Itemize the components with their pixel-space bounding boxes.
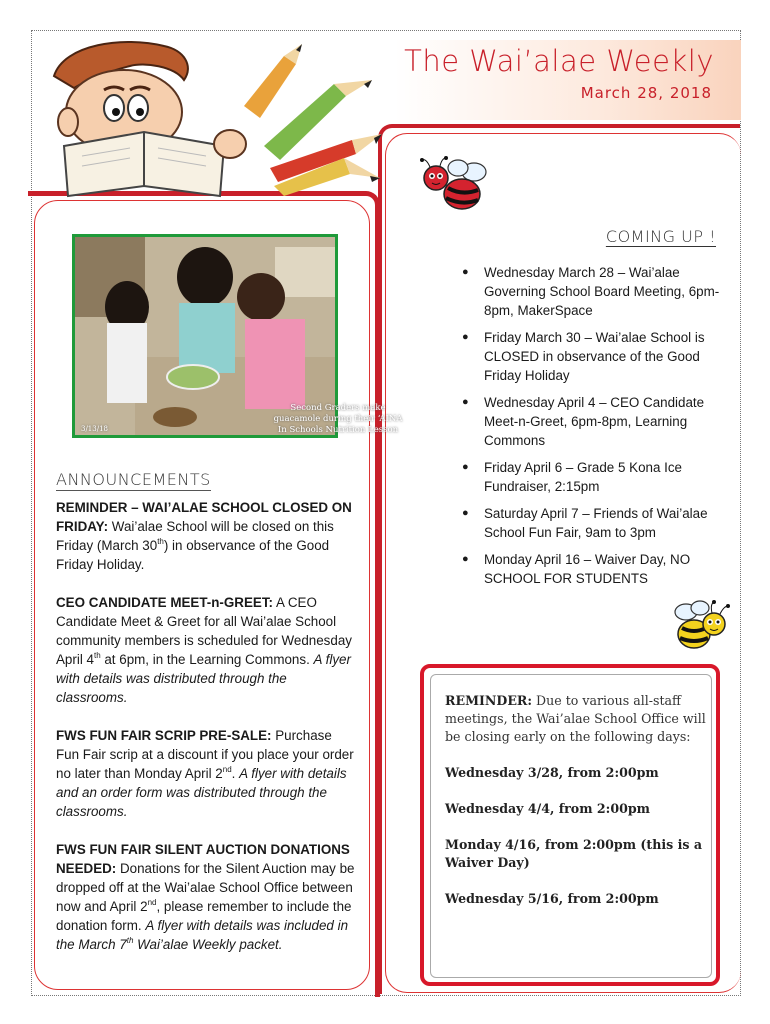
ordinal-suffix: nd <box>147 898 157 907</box>
reminder-intro <box>445 692 707 746</box>
event-text: Monday April 16 – Waiver Day, NO SCHOOL FOR STUDENTS <box>484 552 691 586</box>
event-text: Saturday April 7 – Friends of Wai’alae School Fun Fair, 9am to 3pm <box>484 506 708 540</box>
announcement-text: Donations for the Silent Auction may be dropped off at the Wai’alae School Office between now and April 2 <box>56 861 355 914</box>
bullet-icon: ● <box>462 396 469 408</box>
newsletter-title: The Wai’alae Weekly <box>404 44 714 78</box>
event-text: Friday March 30 – Wai’alae School is CLOSED in observance of the Good Friday Holiday <box>484 330 705 383</box>
bullet-icon: ● <box>462 507 469 519</box>
announcement-text: . <box>231 766 240 781</box>
announcement-text: ) in observance of the Good Friday Holiday. <box>56 538 330 572</box>
classroom-photo <box>72 234 403 438</box>
announcement-note: A flyer with details was distributed through the classrooms. <box>56 652 351 705</box>
reminder-date-text: Wednesday 3/28, from 2:00pm <box>445 765 659 780</box>
bullet-icon: ● <box>462 331 469 343</box>
bullet-icon: ● <box>462 266 469 278</box>
photo-caption: Second Graders make guacamole during their ‘AINA In Schools Nutrition Lesson <box>273 403 403 435</box>
bullet-icon: ● <box>462 461 469 473</box>
announcement-item <box>56 498 356 574</box>
reminder-date <box>445 800 707 818</box>
reminder-date-text: Monday 4/16, from 2:00pm (this is a Waiver Day) <box>445 837 703 870</box>
reminder-date <box>445 890 707 908</box>
ordinal-suffix: th <box>93 651 101 660</box>
event-text: Wednesday March 28 – Wai’alae Governing School Board Meeting, 6pm-8pm, MakerSpace <box>484 265 720 318</box>
event-item <box>460 393 722 450</box>
reminder-intro-text: Due to various all-staff meetings, the Wai’alae School Office will be closing early on the following days: <box>445 693 706 744</box>
announcement-title: CEO CANDIDATE MEET-n-GREET: <box>56 595 273 610</box>
announcement-note: A flyer with details and an order form was distributed through the classrooms. <box>56 766 347 819</box>
announcement-item <box>56 840 356 954</box>
photo-date-stamp: 3/13/18 <box>81 425 108 433</box>
reminder-date-text: Wednesday 5/16, from 2:00pm <box>445 891 659 906</box>
reminder-label: REMINDER: <box>445 693 533 708</box>
announcements-list <box>56 498 356 973</box>
events-list <box>460 263 722 596</box>
reminder-content <box>445 692 707 926</box>
announcement-text: , please remember to include the donation form. <box>56 899 352 933</box>
event-item <box>460 504 722 542</box>
announcement-note: A flyer with details was included in the March 7 <box>56 918 349 952</box>
announcement-text: A CEO Candidate Meet & Greet for all Wai’alae School community members is scheduled for Wednesday April 4 <box>56 595 352 667</box>
newsletter-date: March 28, 2018 <box>580 84 712 102</box>
bullet-icon: ● <box>462 553 469 565</box>
announcement-title: FWS FUN FAIR SILENT AUCTION DONATIONS NEEDED: <box>56 842 350 876</box>
red-bee-icon <box>416 156 492 218</box>
reminder-date-text: Wednesday 4/4, from 2:00pm <box>445 801 650 816</box>
announcement-note: Wai’alae Weekly packet. <box>133 937 283 952</box>
event-item <box>460 458 722 496</box>
announcement-title: FWS FUN FAIR SCRIP PRE-SALE: <box>56 728 272 743</box>
announcement-title: REMINDER – WAI’ALAE SCHOOL CLOSED ON FRIDAY: <box>56 500 352 534</box>
announcement-text: at 6pm, in the Learning Commons. <box>100 652 314 667</box>
announcement-text: Purchase Fun Fair scrip at a discount if you place your order no later than Monday April 2 <box>56 728 354 781</box>
ordinal-suffix: nd <box>222 765 232 774</box>
pencil-icons <box>244 44 382 196</box>
reminder-date <box>445 764 707 782</box>
event-text: Wednesday April 4 – CEO Candidate Meet-n-Greet, 6pm-8pm, Learning Commons <box>484 395 705 448</box>
yellow-bee-icon <box>670 598 732 656</box>
event-item <box>460 328 722 385</box>
ordinal-suffix: th <box>157 537 164 546</box>
announcement-item <box>56 593 356 707</box>
event-item <box>460 550 722 588</box>
announcements-heading: ANNOUNCEMENTS <box>56 470 211 489</box>
ordinal-suffix: th <box>126 936 134 945</box>
coming-up-heading: COMING UP ! <box>605 227 716 246</box>
announcement-item <box>56 726 356 821</box>
announcement-text: Wai’alae School will be closed on this Friday (March 30 <box>56 519 334 553</box>
event-text: Friday April 6 – Grade 5 Kona Ice Fundraiser, 2:15pm <box>484 460 682 494</box>
reminder-date <box>445 836 707 872</box>
reading-boy-illustration <box>34 36 414 196</box>
event-item <box>460 263 722 320</box>
